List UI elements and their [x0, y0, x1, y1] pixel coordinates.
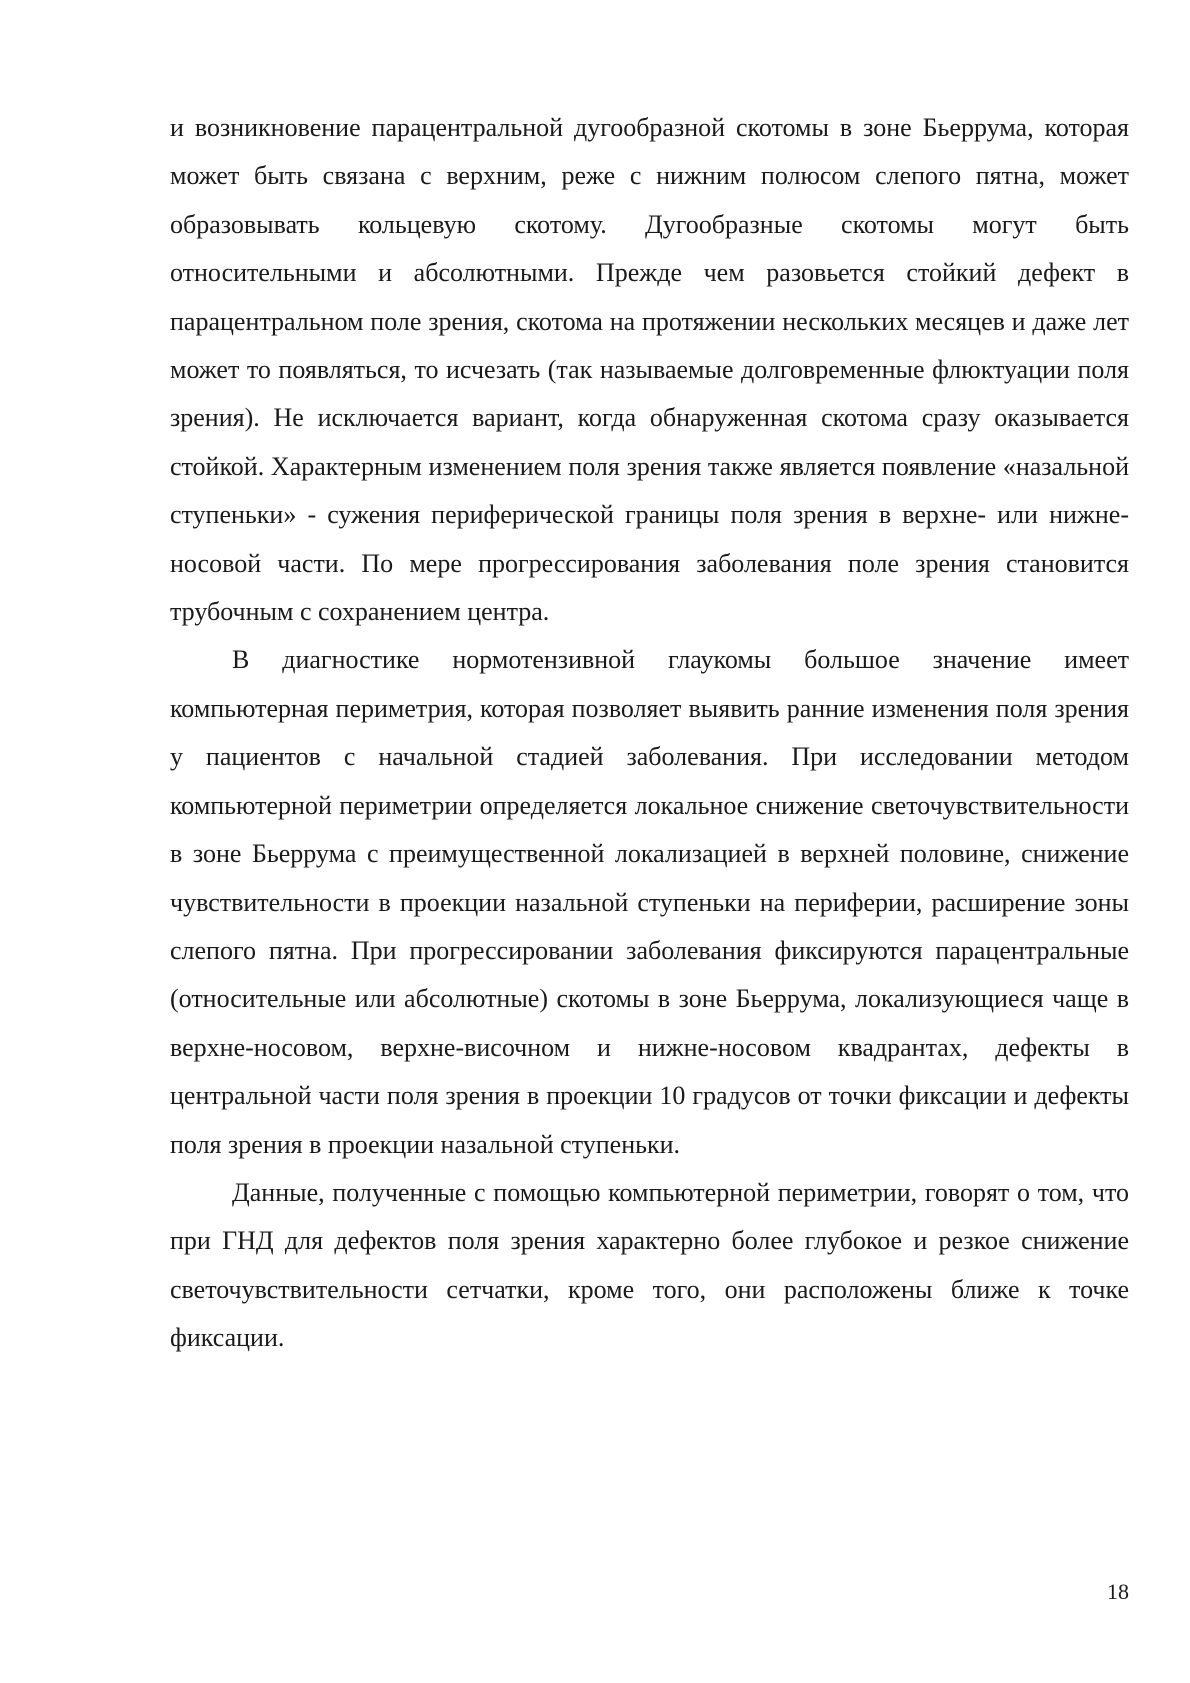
- paragraph-conclusion: Данные, полученные с помощью компьютерной периметрии, говорят о том, что при ГНД для дефектов поля зрения характерно более глубокое и резкое снижение светочувствительности сетчатки, кроме того, они расположены ближе к точке фиксации.: [170, 1177, 1129, 1353]
- paragraph-perimetry: В диагностике нормотензивной глаукомы большое значение имеет компьютерная периметрия, которая позволяет выявить ранние изменения поля зрения у пациентов с начальной стадией заболевания. При исследовании методом компьютерной периметрии определяется локальное снижение светочувствительности в зоне Бьеррума с преимущественной локализацией в верхней половине, снижение чувствительности в проекции назальной ступеньки на периферии, расширение зоны слепого пятна. При прогрессировании заболевания фиксируются парацентральные (относительные или абсолютные) скотомы в зоне Бьеррума, локализующиеся чаще в верхне-носовом, верхне-височном и нижне-носовом квадрантах, дефекты в центральной части поля зрения в проекции 10 градусов от точки фиксации и дефекты поля зрения в проекции назальной ступеньки.: [170, 645, 1129, 1159]
- body-text: [170, 104, 1129, 1363]
- paragraph-continuation: и возникновение парацентральной дугообразной скотомы в зоне Бьеррума, которая может быть связана с верхним, реже с нижним полюсом слепого пятна, может образовывать кольцевую скотому. Дугообразные скотомы могут быть относительными и абсолютными. Прежде чем разовьется стойкий дефект в парацентральном поле зрения, скотома на протяжении нескольких месяцев и даже лет может то появляться, то исчезать (так называемые долговременные флюктуации поля зрения). Не исключается вариант, когда обнаруженная скотома сразу оказывается стойкой. Характерным изменением поля зрения также является появление «назальной ступеньки» - сужения периферической границы поля зрения в верхне- или нижне-носовой части. По мере прогрессирования заболевания поле зрения становится трубочным с сохранением центра.: [170, 113, 1129, 627]
- page-number: 18: [1107, 1579, 1129, 1604]
